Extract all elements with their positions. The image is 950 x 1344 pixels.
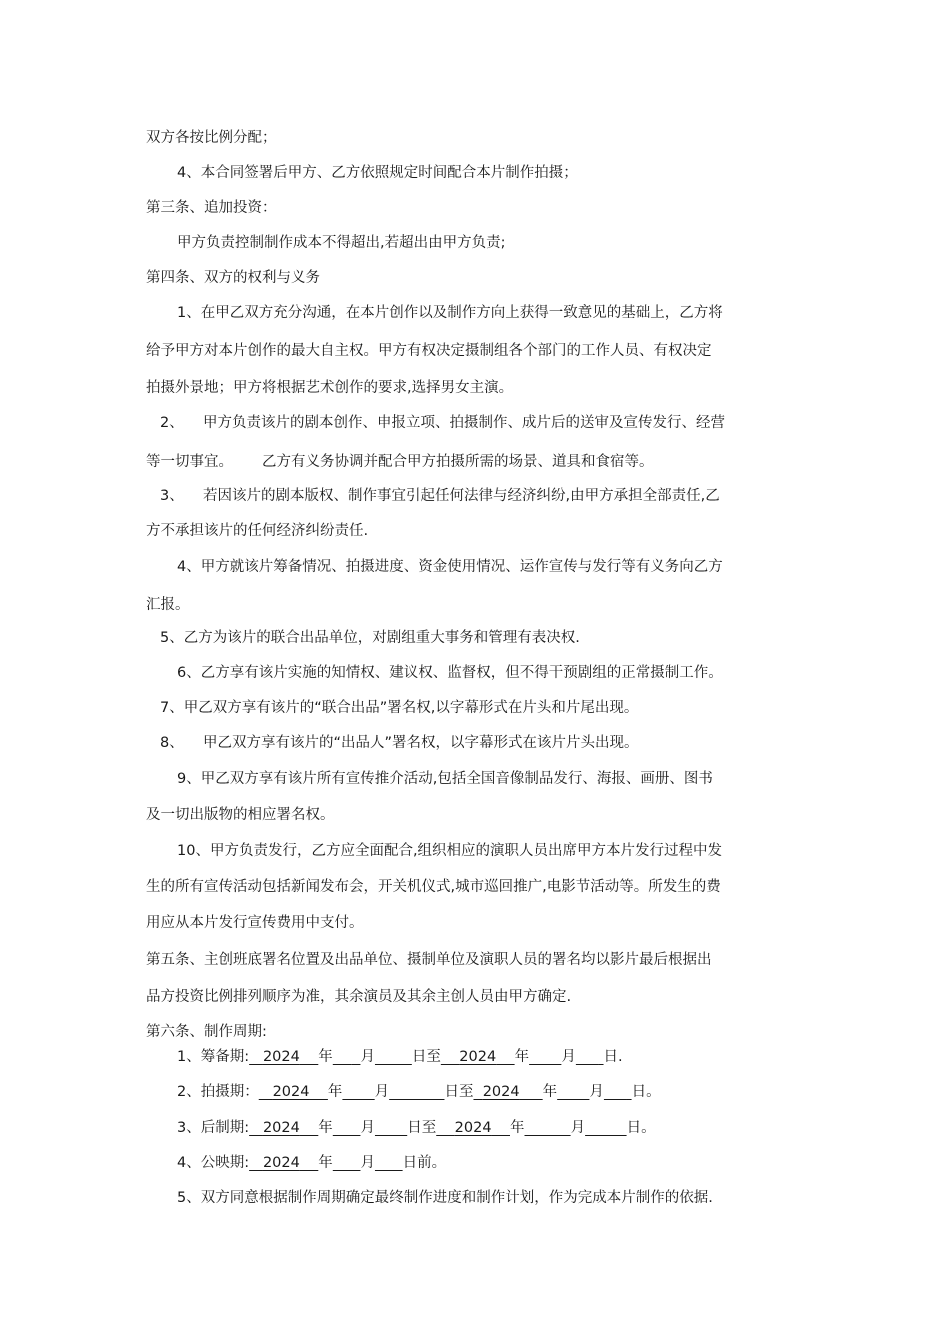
period-row-prep: 1、筹备期: 2024 年 月 日至 2024 年 月 日. [177, 1049, 623, 1065]
end-year-field[interactable]: 2024 [454, 1120, 492, 1136]
text-line: 双方各按比例分配； [146, 130, 277, 146]
text-line: 9、甲乙双方享有该片所有宣传推介活动,包括全国音像制品发行、海报、画册、图书 [177, 771, 713, 787]
text-line: 4、本合同签署后甲方、乙方依照规定时间配合本片制作拍摄； [177, 165, 578, 181]
text-line: 给予甲方对本片创作的最大自主权。甲方有权决定摄制组各个部门的工作人员、有权决定 [146, 343, 712, 359]
text-line: 10、甲方负责发行，乙方应全面配合,组织相应的演职人员出席甲方本片发行过程中发 [177, 843, 723, 859]
end-year-field[interactable]: 2024 [482, 1084, 520, 1100]
start-month-field[interactable] [333, 1120, 361, 1136]
section-heading: 第六条、制作周期: [146, 1024, 267, 1040]
start-month-field[interactable] [342, 1084, 374, 1100]
text-line: 7、甲乙双方享有该片的“联合出品”署名权,以字幕形式在片头和片尾出现。 [160, 700, 639, 716]
section-heading: 第四条、双方的权利与义务 [146, 270, 320, 286]
day-field[interactable] [375, 1155, 403, 1171]
text-line: 及一切出版物的相应署名权。 [146, 807, 335, 823]
period-row-post: 3、后制期: 2024 年 月 日至 2024 年 月 日。 [177, 1120, 656, 1136]
item-number: 2、 [160, 415, 184, 431]
start-year-field[interactable]: 2024 [262, 1120, 300, 1136]
end-day-field[interactable] [604, 1084, 632, 1100]
item-number: 8、 [160, 735, 184, 751]
period-label: 2、拍摄期： [177, 1084, 259, 1100]
text-line: 6、乙方享有该片实施的知情权、建议权、监督权，但不得干预剧组的正常摄制工作。 [177, 665, 723, 681]
period-label: 3、后制期: [177, 1120, 250, 1136]
text-line: 方不承担该片的任何经济纠纷责任. [146, 523, 369, 539]
end-month-field[interactable] [529, 1049, 561, 1065]
text-line: 拍摄外景地；甲方将根据艺术创作的要求,选择男女主演。 [146, 380, 514, 396]
text-line: 品方投资比例排列顺序为准，其余演员及其余主创人员由甲方确定. [146, 989, 572, 1005]
end-year-field[interactable]: 2024 [459, 1049, 497, 1065]
text-line: 用应从本片发行宣传费用中支付。 [146, 915, 364, 931]
text-line: 4、甲方就该片筹备情况、拍摄进度、资金使用情况、运作宣传与发行等有义务向乙方 [177, 559, 723, 575]
text-line: 若因该片的剧本版权、制作事宜引起任何法律与经济纠纷,由甲方承担全部责任,乙 [203, 488, 720, 504]
period-row-shoot: 2、拍摄期： 2024 年 月 日至 2024 年 月 日。 [177, 1084, 661, 1100]
start-month-field[interactable] [333, 1049, 361, 1065]
start-day-field[interactable] [375, 1049, 412, 1065]
section-heading: 第三条、追加投资： [146, 200, 277, 216]
start-year-field[interactable]: 2024 [272, 1084, 310, 1100]
text-line: 5、双方同意根据制作周期确定最终制作进度和制作计划，作为完成本片制作的依据. [177, 1190, 713, 1206]
text-line: 甲方负责控制制作成本不得超出,若超出由甲方负责; [177, 235, 506, 251]
item-number: 3、 [160, 488, 184, 504]
period-label: 4、公映期: [177, 1155, 250, 1171]
month-field[interactable] [333, 1155, 361, 1171]
text-line: 汇报。 [146, 597, 190, 613]
start-year-field[interactable]: 2024 [262, 1049, 300, 1065]
end-month-field[interactable] [525, 1120, 571, 1136]
end-month-field[interactable] [557, 1084, 589, 1100]
text-line: 生的所有宣传活动包括新闻发布会，开关机仪式,城市巡回推广,电影节活动等。所发生的费 [146, 879, 721, 895]
start-day-field[interactable] [389, 1084, 444, 1100]
text-line: 甲方负责该片的剧本创作、申报立项、拍摄制作、成片后的送审及宣传发行、经营 [203, 415, 725, 431]
text-line: 等一切事宜。 [146, 454, 233, 470]
start-day-field[interactable] [375, 1120, 407, 1136]
end-day-field[interactable] [576, 1049, 604, 1065]
text-line: 甲乙双方享有该片的“出品人”署名权，以字幕形式在该片片头出现。 [203, 735, 639, 751]
period-row-release: 4、公映期: 2024 年 月 日前。 [177, 1155, 447, 1171]
text-line: 乙方有义务协调并配合甲方拍摄所需的场景、道具和食宿等。 [262, 454, 654, 470]
year-field[interactable]: 2024 [262, 1155, 300, 1171]
text-line: 5、乙方为该片的联合出品单位，对剧组重大事务和管理有表决权. [160, 630, 580, 646]
period-label: 1、筹备期: [177, 1049, 250, 1065]
end-day-field[interactable] [585, 1120, 626, 1136]
section-heading: 第五条、主创班底署名位置及出品单位、摄制单位及演职人员的署名均以影片最后根据出 [146, 952, 712, 968]
text-line: 1、在甲乙双方充分沟通，在本片创作以及制作方向上获得一致意见的基础上，乙方将 [177, 305, 723, 321]
